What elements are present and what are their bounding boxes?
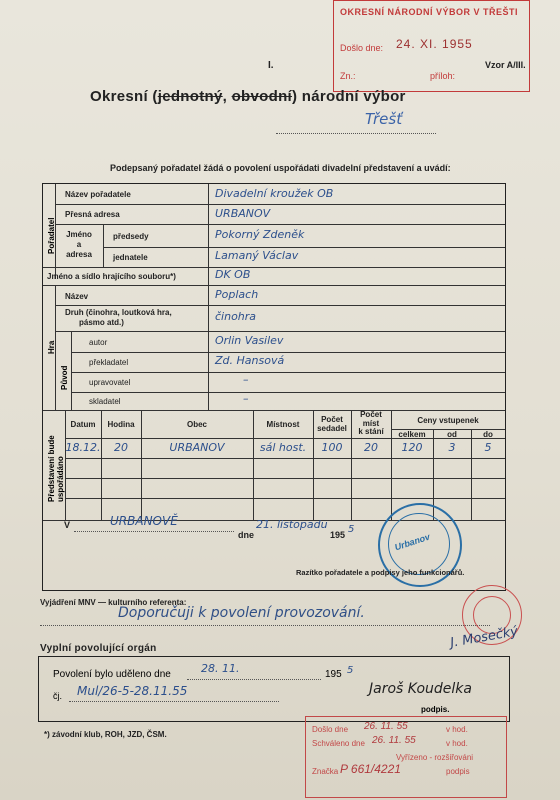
- granted-year-value: 5: [347, 665, 354, 676]
- in-value: URBANOVĚ: [110, 514, 178, 528]
- row-standing: 20: [364, 441, 378, 454]
- stamp-caption: Razítko pořadatele a podpisy jeho funkcionářů.: [296, 568, 465, 577]
- approval-received-value: 26. 11. 55: [364, 721, 408, 732]
- origin-section-label: Původ: [60, 365, 69, 390]
- mnv-value: Doporučuji k povolení provozování.: [118, 605, 365, 621]
- agent-label: jednatele: [113, 253, 148, 262]
- authority-signature: Jaroš Koudelka: [369, 681, 472, 697]
- col-hour: Hodina: [107, 420, 135, 429]
- col-prices: Ceny vstupenek: [417, 416, 479, 425]
- town-handwritten: Třešť: [365, 110, 403, 128]
- granted-label: Povolení bylo uděleno dne: [53, 669, 171, 680]
- col-total: celkem: [398, 430, 426, 439]
- row-place: sál host.: [259, 441, 307, 454]
- received-stamp: [333, 0, 530, 92]
- translator-label: překladatel: [89, 358, 129, 367]
- ensemble-value: DK OB: [215, 268, 251, 281]
- ref-label: čj.: [53, 691, 62, 701]
- stamp-received-date: 24. XI. 1955: [396, 37, 473, 51]
- row-to: 5: [484, 441, 492, 454]
- stamp-office: OKRESNÍ NÁRODNÍ VÝBOR V TŘEŠTI: [340, 7, 519, 17]
- play-kind-value: činohra: [215, 310, 257, 323]
- year-value: 5: [348, 524, 355, 535]
- granted-value: 28. 11.: [201, 662, 240, 675]
- town-dotline: [276, 133, 436, 134]
- footnote: *) závodní klub, ROH, JZD, ČSM.: [44, 730, 167, 739]
- col-place: Místnost: [266, 420, 300, 429]
- authority-box: [38, 656, 510, 722]
- row-seats: 100: [321, 441, 343, 454]
- play-title-value: Poplach: [215, 288, 259, 301]
- date-label: dne: [238, 530, 255, 540]
- performance-section-label: Představení bude uspořádáno: [47, 435, 65, 502]
- organizer-address-value: URBANOV: [215, 207, 271, 220]
- page-title: Okresní (jednotný, obvodní) národní výbor: [90, 88, 406, 105]
- name-address-label: Jméno a adresa: [66, 230, 92, 259]
- row-date: 18.12.: [65, 441, 101, 454]
- in-label: V: [64, 520, 71, 530]
- ensemble-label: Jméno a sídlo hrajícího souboru*): [47, 272, 176, 281]
- intro-text: Podepsaný pořadatel žádá o povolení uspořádati divadelní představení a uvádí:: [110, 163, 451, 173]
- row-total: 120: [401, 441, 423, 454]
- approval-stamp: Došlo dne 26. 11. 55 v hod. Schváleno dne 26. 11. 55 v hod. Vyřízeno - rozšiřováni Značka P 661/4221 podpis: [305, 716, 507, 798]
- granted-year-label: 195: [325, 669, 342, 680]
- col-town: Obec: [186, 420, 207, 429]
- approval-approved-value: 26. 11. 55: [372, 735, 416, 746]
- authority-heading: Vyplní povolující orgán: [40, 643, 157, 654]
- adapter-label: upravovatel: [89, 378, 131, 387]
- author-value: Orlin Vasilev: [215, 334, 284, 347]
- row-from: 3: [448, 441, 456, 454]
- organizer-address-label: Přesná adresa: [65, 210, 120, 219]
- stamp-received-label: Došlo dne:: [340, 43, 384, 53]
- chair-label: předsedy: [113, 232, 149, 241]
- organizer-round-stamp: Urbanov: [378, 503, 462, 587]
- stamp-attachments-label: příloh:: [430, 71, 456, 81]
- col-to: do: [483, 430, 493, 439]
- play-title-label: Název: [65, 292, 89, 301]
- mnv-label: Vyjádření MNV — kulturního referenta:: [40, 598, 187, 607]
- agent-value: Lamaný Václav: [215, 249, 299, 262]
- organizer-name-value: Divadelní kroužek OB: [215, 187, 334, 200]
- organizer-section-label: Pořadatel: [47, 217, 56, 254]
- section-number: I.: [268, 60, 274, 71]
- col-date: Datum: [70, 420, 96, 429]
- date-value: 21. listopadu: [256, 518, 328, 531]
- mnv-signature: J. Mosečký: [449, 624, 520, 651]
- ref-value: Mul/26-5-28.11.55: [77, 684, 188, 698]
- year-label: 195: [330, 530, 346, 540]
- row-town: URBANOV: [169, 441, 225, 454]
- composer-value: –: [243, 392, 249, 405]
- translator-value: Zd. Hansová: [215, 354, 285, 367]
- row-hour: 20: [114, 441, 128, 454]
- col-standing: Počet míst k stání: [358, 410, 384, 436]
- stamp-ref-label: Zn.:: [340, 71, 356, 81]
- col-seats: Počet sedadel: [317, 415, 347, 433]
- col-from: od: [447, 430, 457, 439]
- template-code: Vzor A/III.: [485, 60, 526, 70]
- composer-label: skladatel: [89, 397, 121, 406]
- organizer-name-label: Název pořadatele: [65, 190, 131, 199]
- author-label: autor: [89, 338, 108, 347]
- chair-value: Pokorný Zdeněk: [215, 228, 305, 241]
- play-kind-label: Druh (činohra, loutková hra, pásmo atd.): [65, 308, 172, 327]
- approval-mark-value: P 661/4221: [340, 762, 401, 776]
- sign-label: podpis.: [421, 705, 450, 714]
- play-section-label: Hra: [47, 340, 56, 354]
- adapter-value: –: [243, 373, 249, 386]
